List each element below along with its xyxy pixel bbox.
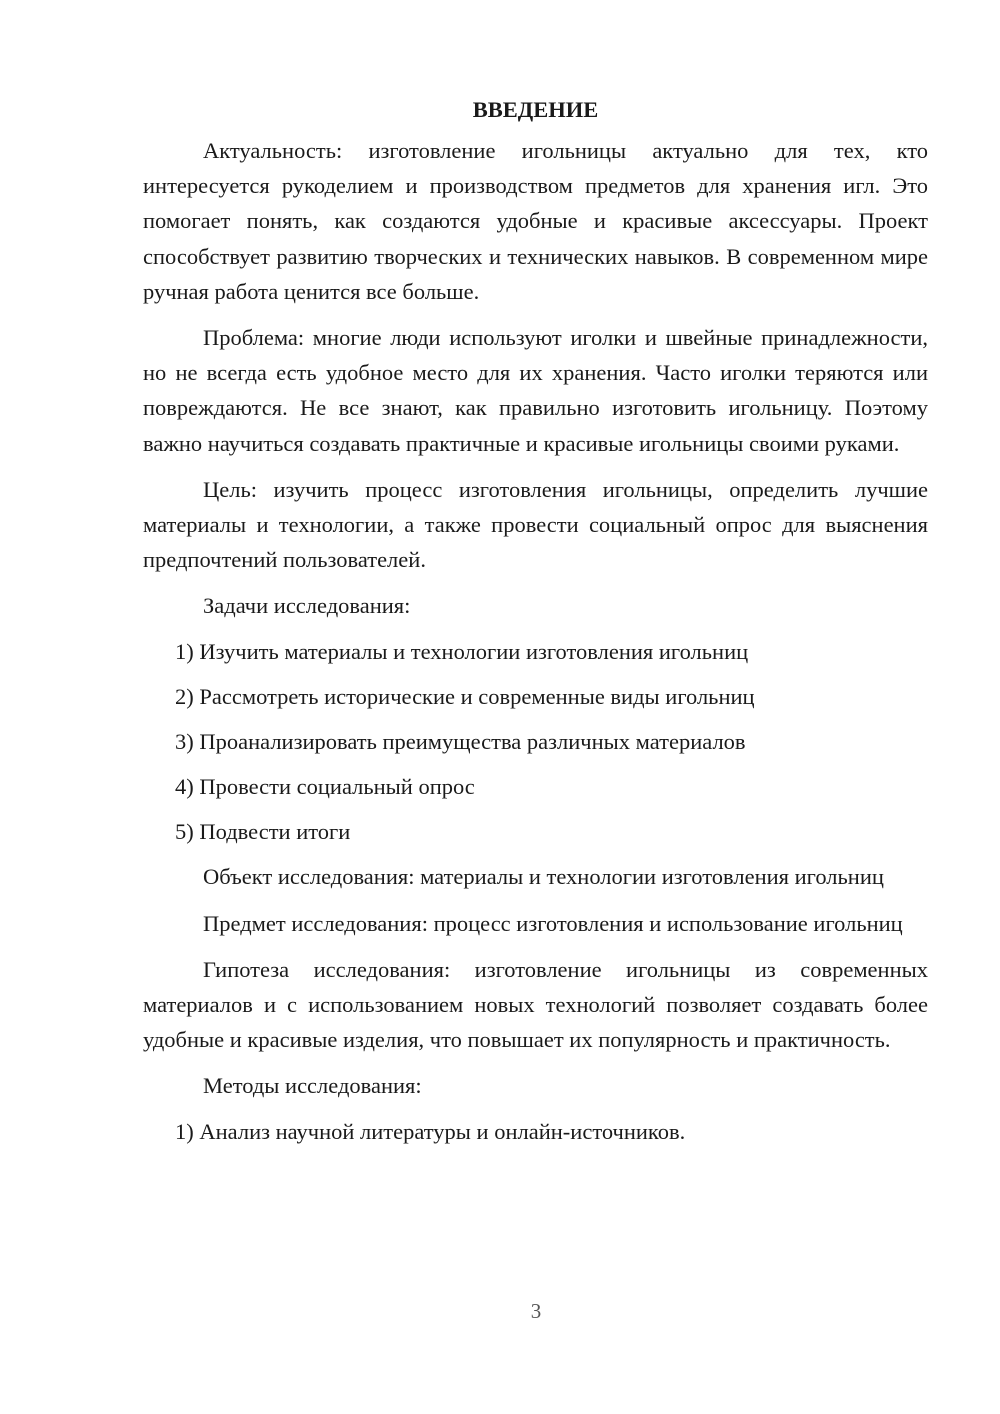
list-item: 1) Изучить материалы и технологии изготовления игольниц [175,639,749,665]
list-item: 3) Проанализировать преимущества различных материалов [175,729,746,755]
subject-paragraph: Предмет исследования: процесс изготовления и использование игольниц [203,910,903,936]
section-heading: ВВЕДЕНИЕ [472,97,599,122]
relevance-paragraph: Актуальность: изготовление игольницы актуально для тех, кто интересуется рукоделием и производством предметов для хранения игл. Это помогает понять, как создаются удобные и красивые аксессуары. Проект способствует развитию творческих и технических навыков. В современном мире ручная работа ценится все больше. [143,138,928,304]
list-item: 1) Анализ научной литературы и онлайн-источников. [175,1119,686,1145]
list-item: 5) Подвести итоги [175,819,351,845]
goal-paragraph: Цель: изучить процесс изготовления игольницы, определить лучшие материалы и технологии, а также провести социальный опрос для выяснения предпочтений пользователей. [143,476,928,573]
document-page [143,92,928,1159]
problem-paragraph: Проблема: многие люди используют иголки и швейные принадлежности, но не всегда есть удобное место для их хранения. Часто иголки теряются или повреждаются. Не все знают, как правильно изготовить игольницу. Поэтому важно научиться создавать практичные и красивые игольницы своими руками. [143,325,928,456]
list-item: 4) Провести социальный опрос [175,774,475,800]
object-paragraph: Объект исследования: материалы и технологии изготовления игольниц [203,864,884,890]
tasks-label: Задачи исследования: [203,593,411,619]
page-number: 3 [530,1299,542,1323]
hypothesis-paragraph: Гипотеза исследования: изготовление игольницы из современных материалов и с использованием новых технологий позволяет создавать более удобные и красивые изделия, что повышает их популярность и практичность. [143,956,928,1053]
list-item: 2) Рассмотреть исторические и современные виды игольниц [175,684,755,710]
methods-label: Методы исследования: [203,1073,422,1099]
